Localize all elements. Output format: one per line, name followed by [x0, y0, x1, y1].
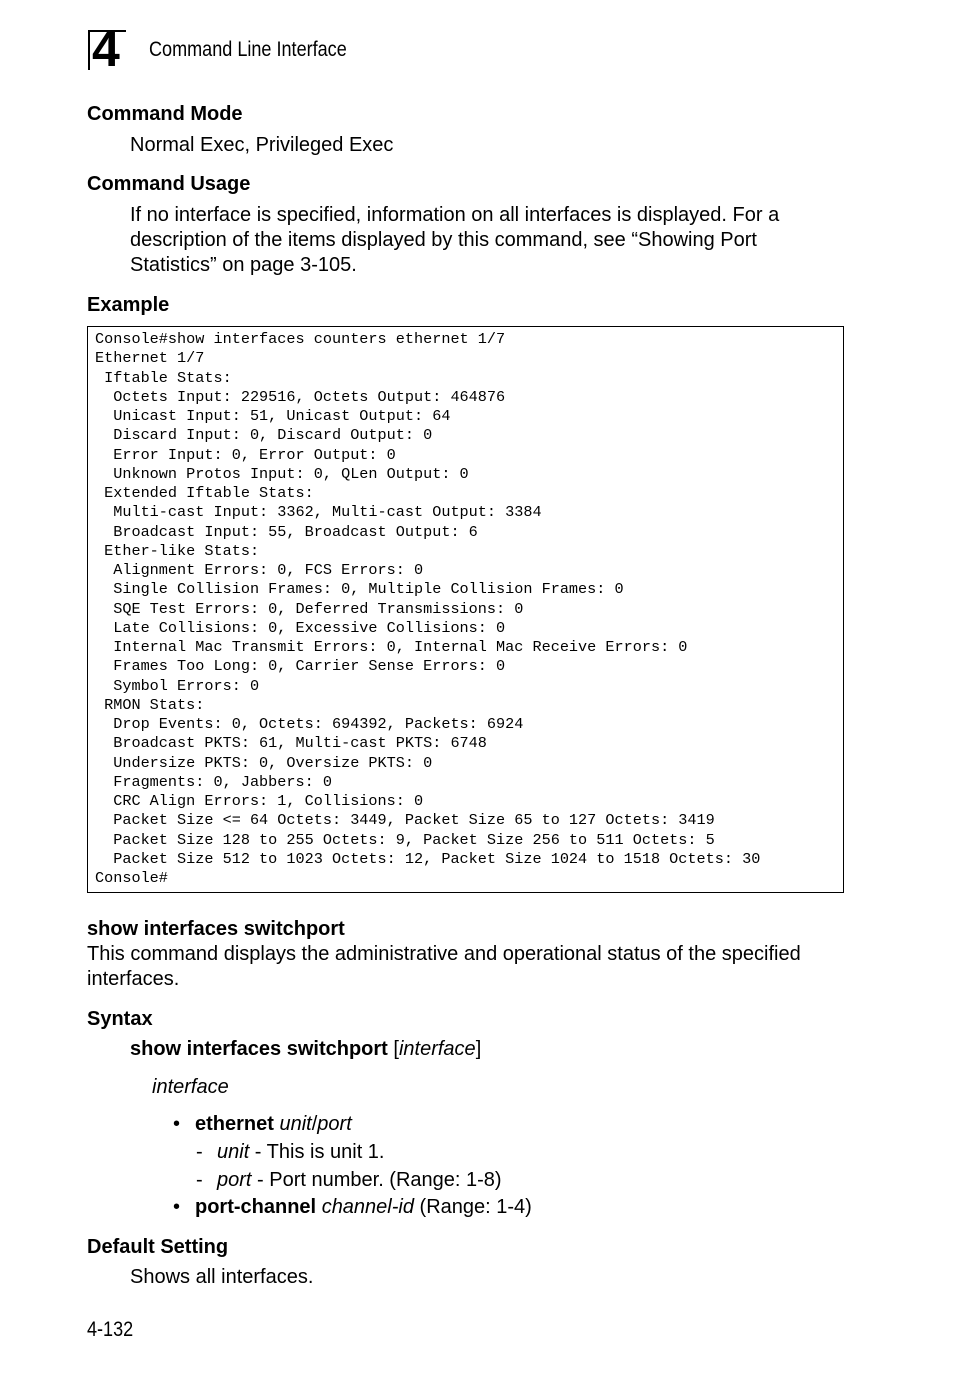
- command-mode-text: Normal Exec, Privileged Exec: [130, 134, 394, 156]
- sub-item-term: unit: [217, 1141, 250, 1163]
- page-number: 4-132: [87, 1318, 134, 1341]
- dash-marker: -: [196, 1169, 203, 1191]
- sub-item-term: port: [217, 1169, 252, 1191]
- code-line: Multi-cast Input: 3362, Multi-cast Output: 3384: [95, 503, 542, 522]
- syntax-open-bracket: [: [387, 1038, 399, 1060]
- code-line: Fragments: 0, Jabbers: 0: [95, 772, 332, 791]
- code-line: Single Collision Frames: 0, Multiple Collision Frames: 0: [95, 580, 624, 599]
- bullet-suffix: (Range: 1-4): [413, 1196, 532, 1218]
- command-usage-line: Statistics” on page 3-105.: [130, 254, 357, 276]
- command-mode-heading: Command Mode: [87, 103, 243, 125]
- code-line: Discard Input: 0, Discard Output: 0: [95, 426, 433, 445]
- bullet-arg-unit: unit: [279, 1113, 312, 1135]
- param-heading: interface: [152, 1076, 229, 1098]
- command-usage-line: If no interface is specified, information on all interfaces is displayed. For a: [130, 204, 780, 226]
- code-line: Broadcast PKTS: 61, Multi-cast PKTS: 6748: [95, 734, 487, 753]
- command-usage-heading: Command Usage: [87, 173, 251, 195]
- bullet-arg: channel-id: [321, 1196, 414, 1218]
- bullet-item-port-channel: [195, 1195, 532, 1220]
- code-line: Unicast Input: 51, Unicast Output: 64: [95, 407, 451, 425]
- switchport-description-line: interfaces.: [87, 968, 180, 990]
- example-code: [95, 330, 760, 888]
- code-line: Unknown Protos Input: 0, QLen Output: 0: [95, 464, 469, 483]
- switchport-section-heading: show interfaces switchport: [87, 918, 345, 940]
- bullet-keyword: ethernet: [195, 1113, 274, 1135]
- code-line: Extended Iftable Stats:: [95, 484, 314, 502]
- bullet-slash: /: [311, 1113, 318, 1135]
- code-line: Drop Events: 0, Octets: 694392, Packets: 6924: [95, 715, 524, 733]
- bullet-item-ethernet: [195, 1112, 352, 1137]
- code-line: CRC Align Errors: 1, Collisions: 0: [95, 792, 424, 810]
- bullet-marker: •: [173, 1113, 181, 1135]
- default-setting-heading: Default Setting: [87, 1236, 229, 1258]
- sub-item-unit: [217, 1140, 384, 1165]
- bullet-keyword: port-channel: [195, 1196, 317, 1218]
- example-heading: Example: [87, 294, 170, 316]
- code-line: Packet Size 512 to 1023 Octets: 12, Packet Size 1024 to 1518 Octets: 30: [95, 849, 761, 868]
- command-usage-line: description of the items displayed by this command, see “Showing Port: [130, 229, 757, 251]
- code-line: Ether-like Stats:: [95, 541, 260, 560]
- code-line: Packet Size <= 64 Octets: 3449, Packet Size 65 to 127 Octets: 3419: [95, 811, 715, 830]
- sub-item-text: - This is unit 1.: [249, 1141, 385, 1163]
- sub-item-port: [217, 1168, 502, 1193]
- running-header-title: Command Line Interface: [149, 38, 347, 61]
- sub-item-text: - Port number. (Range: 1-8): [251, 1169, 502, 1191]
- code-line: Packet Size 128 to 255 Octets: 9, Packet Size 256 to 511 Octets: 5: [95, 830, 715, 849]
- syntax-close-bracket: ]: [475, 1038, 482, 1060]
- chapter-number: 4: [92, 21, 120, 77]
- code-line: Console#show interfaces counters ethernet 1/7: [95, 330, 506, 348]
- code-line: Octets Input: 229516, Octets Output: 464876: [95, 387, 506, 406]
- code-line: Error Input: 0, Error Output: 0: [95, 445, 396, 464]
- syntax-param: interface: [398, 1038, 476, 1060]
- code-line: Alignment Errors: 0, FCS Errors: 0: [95, 561, 424, 579]
- bullet-arg-port: port: [317, 1113, 352, 1135]
- code-line: Undersize PKTS: 0, Oversize PKTS: 0: [95, 753, 433, 772]
- code-line: Frames Too Long: 0, Carrier Sense Errors: 0: [95, 657, 506, 676]
- code-line: Console#: [95, 869, 168, 887]
- syntax-heading: Syntax: [87, 1008, 153, 1030]
- code-line: Ethernet 1/7: [95, 349, 205, 368]
- syntax-command-line: [130, 1037, 481, 1062]
- switchport-description-line: This command displays the administrative and operational status of the specified: [87, 943, 801, 965]
- syntax-command: show interfaces switchport: [130, 1038, 388, 1060]
- code-line: Internal Mac Transmit Errors: 0, Internal Mac Receive Errors: 0: [95, 638, 688, 656]
- code-line: Symbol Errors: 0: [95, 676, 260, 695]
- code-line: Late Collisions: 0, Excessive Collisions: 0: [95, 618, 506, 637]
- default-setting-text: Shows all interfaces.: [130, 1266, 314, 1288]
- code-line: Iftable Stats:: [95, 368, 232, 387]
- code-line: SQE Test Errors: 0, Deferred Transmissions: 0: [95, 599, 524, 618]
- dash-marker: -: [196, 1141, 203, 1163]
- example-code-box: [87, 326, 844, 893]
- code-line: RMON Stats:: [95, 695, 205, 714]
- bullet-marker: •: [173, 1196, 181, 1218]
- code-line: Broadcast Input: 55, Broadcast Output: 6: [95, 522, 478, 541]
